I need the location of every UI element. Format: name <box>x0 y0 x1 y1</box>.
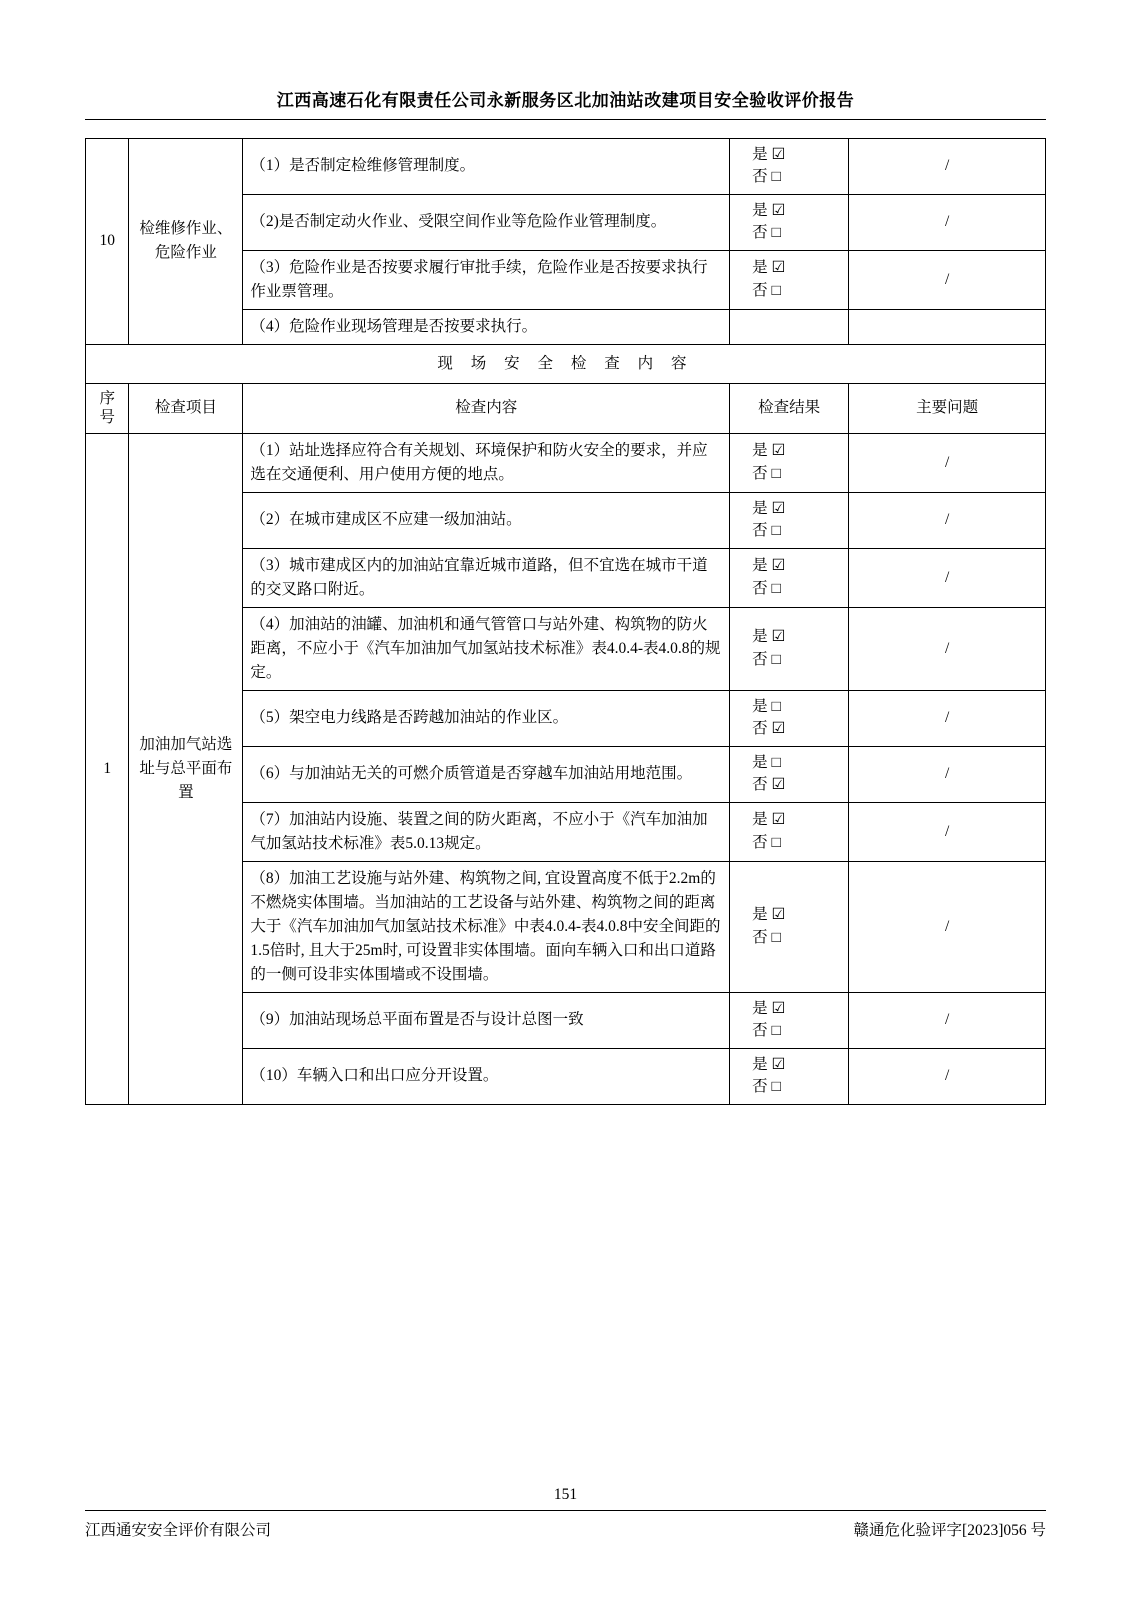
column-header-issue: 主要问题 <box>849 383 1046 433</box>
main-issue: / <box>849 607 1046 690</box>
main-issue: / <box>849 250 1046 309</box>
inspection-content: （2）在城市建成区不应建一级加油站。 <box>243 492 730 548</box>
result-yes[interactable]: 是 ☑ <box>752 1055 786 1073</box>
inspection-content: （10）车辆入口和出口应分开设置。 <box>243 1048 730 1104</box>
main-issue: / <box>849 548 1046 607</box>
table-header-row <box>86 383 1046 433</box>
result-no[interactable]: 否 □ <box>752 168 781 186</box>
result-yes[interactable]: 是 ☑ <box>752 811 786 829</box>
result-yes[interactable]: 是 ☑ <box>752 201 786 219</box>
inspection-content: （5）架空电力线路是否跨越加油站的作业区。 <box>243 690 730 746</box>
result-no[interactable]: 否 ☑ <box>752 720 786 738</box>
result-no[interactable]: 否 ☑ <box>752 776 786 794</box>
inspection-content: （4）危险作业现场管理是否按要求执行。 <box>243 309 730 344</box>
main-issue: / <box>849 139 1046 195</box>
main-issue: / <box>849 433 1046 492</box>
table-row <box>86 139 1046 195</box>
result-yes[interactable]: 是 ☑ <box>752 499 786 517</box>
result-yes[interactable]: 是 ☑ <box>752 146 786 163</box>
main-issue: / <box>849 194 1046 250</box>
row-number: 10 <box>86 139 129 345</box>
main-issue <box>849 309 1046 344</box>
column-header-item: 检查项目 <box>129 383 243 433</box>
footer-doc-code: 赣通危化验评字[2023]056 号 <box>853 1522 1046 1539</box>
inspection-content: （2)是否制定动火作业、受限空间作业等危险作业管理制度。 <box>243 194 730 250</box>
result-no[interactable]: 否 □ <box>752 833 781 851</box>
main-issue: / <box>849 1048 1046 1104</box>
result-yes[interactable]: 是 ☑ <box>752 628 786 646</box>
watermark: 久 <box>117 1091 309 1286</box>
result-no[interactable]: 否 □ <box>752 579 781 597</box>
result-no[interactable]: 否 □ <box>752 650 781 668</box>
inspection-content: （6）与加油站无关的可燃介质管道是否穿越车加油站用地范围。 <box>243 746 730 802</box>
row-number: 1 <box>86 433 129 1104</box>
main-issue: / <box>849 746 1046 802</box>
inspection-content: （3）城市建成区内的加油站宜靠近城市道路，但不宜选在城市干道的交叉路口附近。 <box>243 548 730 607</box>
result-no[interactable]: 否 □ <box>752 1022 781 1040</box>
inspection-content: （1）站址选择应符合有关规划、环境保护和防火安全的要求，并应选在交通便利、用户使用方便的地点。 <box>243 433 730 492</box>
main-issue: / <box>849 992 1046 1048</box>
result-no[interactable]: 否 □ <box>752 464 781 482</box>
result-no[interactable]: 否 □ <box>752 522 781 540</box>
page-footer <box>85 1486 1046 1540</box>
inspection-table <box>85 138 1046 1105</box>
inspection-item: 检维修作业、危险作业 <box>129 139 243 345</box>
column-header-no-line2: 号 <box>99 409 115 427</box>
column-header-no-line1: 序 <box>99 389 115 407</box>
main-issue: / <box>849 492 1046 548</box>
result-yes[interactable]: 是 ☑ <box>752 442 786 460</box>
section-banner: 现 场 安 全 检 查 内 容 <box>86 344 1046 383</box>
result-no[interactable]: 否 □ <box>752 928 781 946</box>
inspection-content: （7）加油站内设施、装置之间的防火距离，不应小于《汽车加油加气加氢站技术标准》表5.0.13规定。 <box>243 802 730 861</box>
table-row <box>86 433 1046 492</box>
main-issue: / <box>849 690 1046 746</box>
result-yes[interactable]: 是 ☑ <box>752 999 786 1017</box>
inspection-content: （9）加油站现场总平面布置是否与设计总图一致 <box>243 992 730 1048</box>
result-yes[interactable]: 是 ☑ <box>752 259 786 277</box>
result-no[interactable]: 否 □ <box>752 281 781 299</box>
main-issue: / <box>849 802 1046 861</box>
inspection-item: 加油加气站选址与总平面布置 <box>129 433 243 1104</box>
main-issue: / <box>849 861 1046 992</box>
column-header-content: 检查内容 <box>243 383 730 433</box>
result-no[interactable]: 否 □ <box>752 224 781 242</box>
result-yes[interactable]: 是 □ <box>752 697 781 715</box>
result-yes[interactable]: 是 ☑ <box>752 906 786 924</box>
inspection-content: （8）加油工艺设施与站外建、构筑物之间, 宜设置高度不低于2.2m的不燃烧实体围墙。当加油站的工艺设备与站外建、构筑物之间的距离大于《汽车加油加气加氢站技术标准》中表4.0.4-表4.0.8中安全间距的1.5倍时, 且大于25m时, 可设置非实体围墙。面向车辆入口和出口道路的一侧可设非实体围墙或不设围墙。 <box>243 861 730 992</box>
inspection-content: （1）是否制定检维修管理制度。 <box>243 139 730 195</box>
inspection-content: （4）加油站的油罐、加油机和通气管管口与站外建、构筑物的防火距离，不应小于《汽车加油加气加氢站技术标准》表4.0.4-表4.0.8的规定。 <box>243 607 730 690</box>
result-yes[interactable]: 是 □ <box>752 753 781 771</box>
inspection-content: （3）危险作业是否按要求履行审批手续，危险作业是否按要求执行作业票管理。 <box>243 250 730 309</box>
page-title: 江西高速石化有限责任公司永新服务区北加油站改建项目安全验收评价报告 <box>85 86 1046 120</box>
result-yes[interactable]: 是 ☑ <box>752 557 786 575</box>
section-banner-row <box>86 344 1046 383</box>
page-number: 151 <box>553 1486 578 1503</box>
footer-company: 江西通安安全评价有限公司 <box>85 1522 272 1539</box>
column-header-result: 检查结果 <box>730 383 849 433</box>
result-no[interactable]: 否 □ <box>752 1078 781 1096</box>
